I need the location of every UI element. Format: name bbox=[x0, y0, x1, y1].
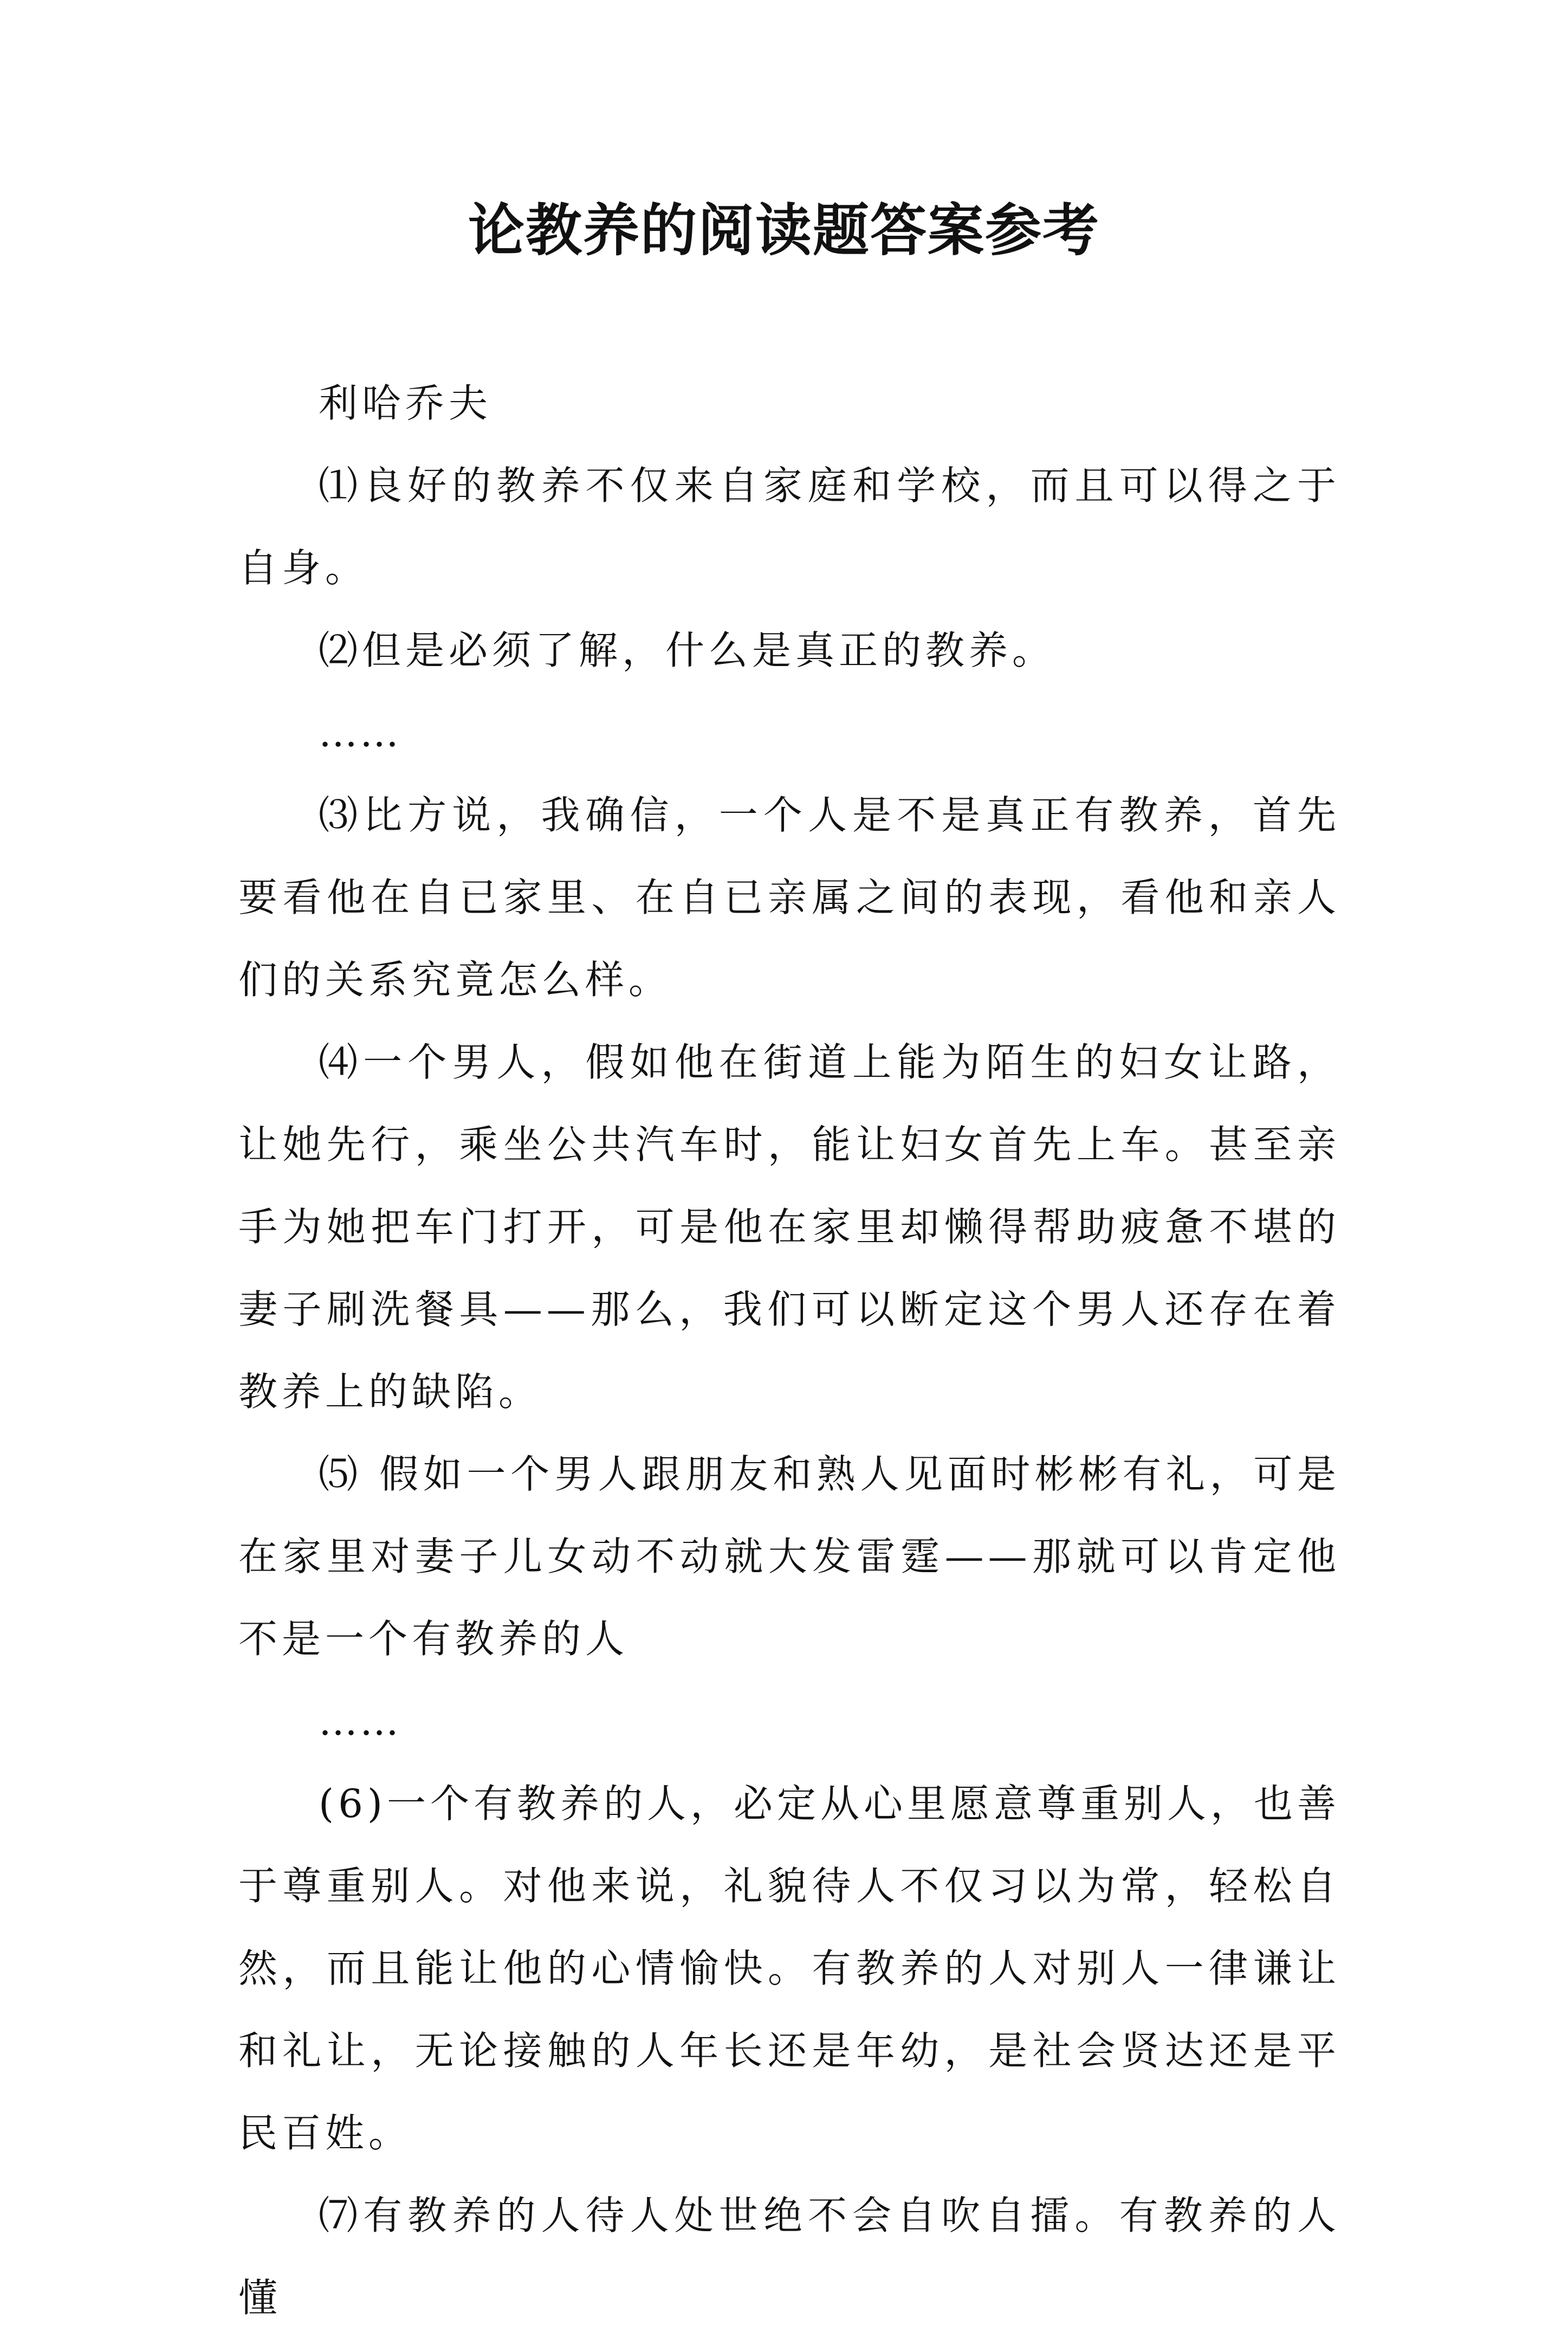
paragraph-5: ⑸ 假如一个男人跟朋友和熟人见面时彬彬有礼，可是在家里对妻子儿女动不动就大发雷霆——那就可以肯定他不是一个有教养的人 bbox=[238, 1451, 1340, 1662]
author-line: 利哈乔夫 bbox=[319, 380, 493, 426]
ellipsis-separator: …… bbox=[319, 710, 401, 755]
document-body bbox=[238, 362, 1340, 2339]
paragraph-2: ⑵但是必须了解，什么是真正的教养。 bbox=[319, 628, 1056, 673]
document-title: 论教养的阅读题答案参考 bbox=[468, 197, 1100, 263]
paragraph-4: ⑷一个男人，假如他在街道上能为陌生的妇女让路，让她先行，乘坐公共汽车时，能让妇女首先上车。甚至亲手为她把车门打开，可是他在家里却懒得帮助疲惫不堪的妻子刷洗餐具——那么，我们可以断定这个男人还存在着教养上的缺陷。 bbox=[238, 1039, 1340, 1414]
paragraph-1: ⑴良好的教养不仅来自家庭和学校，而且可以得之于自身。 bbox=[238, 463, 1340, 591]
paragraph-6: (6)一个有教养的人，必定从心里愿意尊重别人，也善于尊重别人。对他来说，礼貌待人不仅习以为常，轻松自然，而且能让他的心情愉快。有教养的人对别人一律谦让和礼让，无论接触的人年长还是年幼，是社会贤达还是平民百姓。 bbox=[238, 1781, 1340, 2156]
paragraph-3: ⑶比方说，我确信，一个人是不是真正有教养，首先要看他在自已家里、在自已亲属之间的表现，看他和亲人们的关系究竟怎么样。 bbox=[238, 792, 1340, 1003]
ellipsis-separator: …… bbox=[319, 1698, 401, 1744]
paragraph-7: ⑺有教养的人待人处世绝不会自吹自擂。有教养的人懂 bbox=[238, 2193, 1340, 2321]
